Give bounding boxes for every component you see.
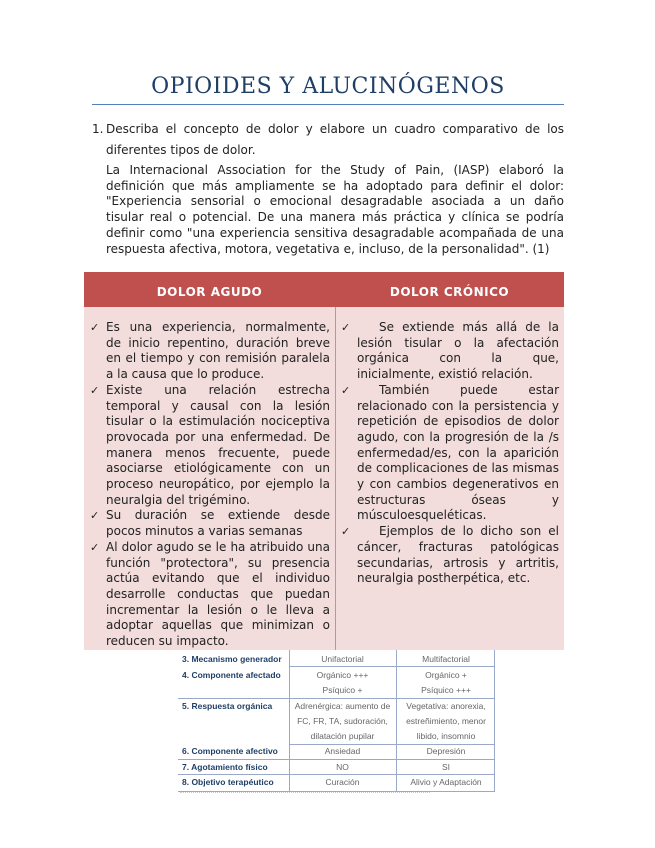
list-item (341, 524, 559, 587)
list-item-text: También puede estar relacionado con la persistencia y repetición de episodios de dolor agudo, con la progresión de la /s enfermedad/es, con la aparición de complicaciones de las mismas y con cambios degenerativos en estructuras óseas y músculoesqueléticas. (357, 382, 559, 523)
row-label: 5. Respuesta orgánica (182, 701, 273, 711)
cronico-cell: SI (441, 762, 451, 772)
cronico-cell: Orgánico + (425, 670, 467, 680)
header-dolor-cronico: DOLOR CRÓNICO (389, 285, 510, 299)
checkmark-icon: ✓ (341, 383, 351, 397)
column-dolor-agudo (90, 320, 330, 650)
list-item-text: Se extiende más allá de la lesión tisular o la afectación orgánica con la que, inicialmente, existió relación. (357, 320, 559, 382)
agudo-cell: NO (336, 762, 349, 772)
list-item (90, 540, 330, 650)
checkmark-icon: ✓ (90, 383, 100, 397)
table-hline (290, 744, 495, 745)
table-hline (178, 774, 495, 775)
row-label: 6. Componente afectivo (182, 746, 278, 756)
agudo-cell: Adrenérgica: aumento de (294, 701, 391, 711)
agudo-cell: Orgánico +++ (316, 670, 369, 680)
checkmark-icon: ✓ (90, 540, 100, 554)
list-item (341, 383, 559, 524)
agudo-cell: FC, FR, TA, sudoración, (297, 716, 388, 726)
header-dolor-agudo: DOLOR AGUDO (156, 285, 263, 299)
cronico-cell: Psíquico +++ (421, 685, 471, 695)
list-item-text: Al dolor agudo se le ha atribuido una función "protectora", su presencia actúa evitando que el individuo desarrolle conductas que puedan incrementar la lesión o le lleva a adoptar aquellas que minimizan o reducen su impacto. (106, 539, 330, 649)
answer-paragraph: La Internacional Association for the Study of Pain, (IASP) elaboró la definición que más ampliamente se ha adoptado para definir el dolor: "Experiencia sensorial o emocional desagradable asociada a un daño tisular real o potencial. De una manera más práctica y clínica se podría definir como "una experiencia sensitiva desagradable acompañada de una respuesta afectiva, motora, vegetativa e, incluso, de la personalidad". (1) (106, 163, 564, 256)
list-item-text: Ejemplos de lo dicho son el cáncer, fracturas patológicas secundarias, artrosis y artritis, neuralgia postherpética, etc. (357, 524, 559, 586)
question-1 (92, 119, 564, 161)
cronico-cell: estreñimiento, menor (406, 716, 486, 726)
list-item-text: Es una experiencia, normalmente, de inicio repentino, duración breve en el tiempo y con remisión paralela a la causa que lo produce. (106, 320, 330, 382)
list-item (90, 383, 330, 509)
checkmark-icon: ✓ (341, 525, 351, 539)
list-item (341, 320, 559, 383)
comparison-table (84, 272, 564, 650)
table-hline (178, 698, 495, 699)
agudo-cell: Curación (325, 777, 360, 787)
agudo-cell: Psíquico + (322, 685, 363, 695)
list-item (90, 320, 330, 383)
cronico-cell: Depresión (426, 746, 466, 756)
cronico-cell: Alivio y Adaptación (410, 777, 482, 787)
checkmark-icon: ✓ (341, 321, 351, 334)
column-divider (335, 307, 336, 650)
question-text: Describa el concepto de dolor y elabore un cuadro comparativo de los diferentes tipos de dolor. (106, 122, 564, 157)
row-label: 7. Agotamiento físico (182, 762, 268, 772)
cronico-cell: Vegetativa: anorexia, (406, 701, 486, 711)
question-number: 1. (92, 122, 104, 136)
title-divider (92, 104, 564, 105)
table-hline (178, 759, 495, 760)
list-item (90, 508, 330, 539)
column-dolor-cronico (341, 320, 559, 587)
agudo-cell: Ansiedad (324, 746, 361, 756)
checkmark-icon: ✓ (90, 321, 100, 334)
embedded-comparison-table-image (178, 650, 495, 795)
image-caption-line (180, 792, 430, 795)
list-item-text: Su duración se extiende desde pocos minutos a varias semanas (106, 508, 330, 539)
cronico-cell: Multifactorial (422, 654, 470, 664)
page-title: OPIOIDES Y ALUCINÓGENOS (151, 74, 505, 99)
cronico-cell: libido, insomnio (416, 731, 476, 741)
agudo-cell: dilatación pupilar (310, 731, 375, 741)
row-label: 4. Componente afectado (182, 670, 281, 680)
row-label: 3. Mecanismo generador (182, 654, 282, 664)
row-label: 8. Objetivo terapéutico (182, 777, 274, 787)
table-hline (290, 666, 495, 667)
list-item-text: Existe una relación estrecha temporal y causal con la lesión tisular o la estimulación nociceptiva provocada por una enfermedad. De manera menos frecuente, puede asociarse etiológicamente con un proceso neuropático, por ejemplo la neuralgia del trigémino. (106, 382, 330, 507)
table-header-row (84, 272, 564, 307)
checkmark-icon: ✓ (90, 509, 100, 523)
agudo-cell: Unifactorial (321, 654, 364, 664)
